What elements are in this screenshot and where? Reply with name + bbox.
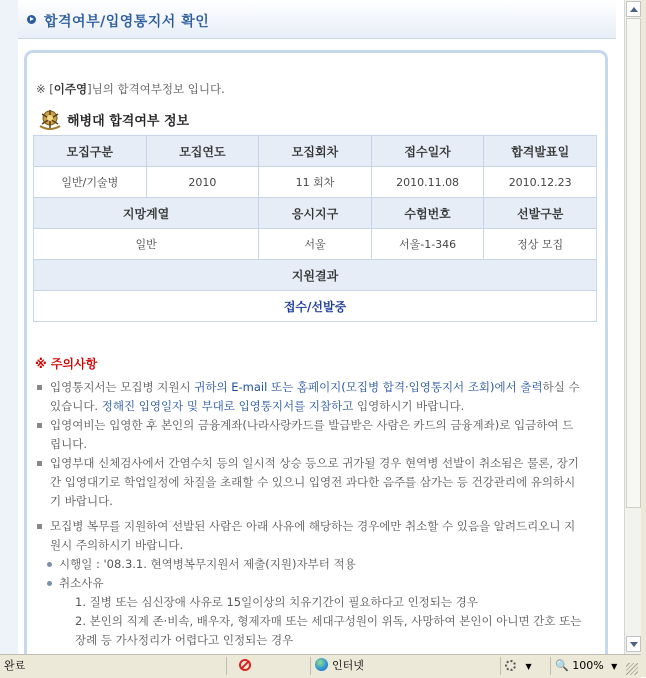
status-bar [0,654,641,678]
table-header-row [34,198,597,229]
marine-emblem-icon [37,106,63,132]
popup-blocked-icon[interactable] [239,659,251,671]
round-bullet-icon [47,562,52,567]
result-panel [24,50,608,654]
header-exam-number: 수험번호 [371,198,484,229]
header-preferred-field: 지망계열 [34,198,259,229]
notice-item: 모집병 복무를 지원하여 선발된 사람은 아래 사유에 해당하는 경우에만 취소할 수 있음을 알려드리오니 지원시 주의하시기 바랍니다. [35,517,583,555]
status-text: 완료 [4,659,26,672]
value-recruit-year: 2010 [146,167,259,198]
square-bullet-icon [37,423,42,428]
round-bullet-icon [47,581,52,586]
resize-grip[interactable] [626,663,638,675]
zoom-control[interactable]: 🔍 100% ▼ [550,657,626,675]
scroll-thumb[interactable] [626,18,641,508]
value-application-result: 접수/선발중 [34,291,597,322]
left-gutter [0,0,18,654]
page-title: 합격여부/입영통지서 확인 [44,14,210,30]
header-recruit-round: 모집회차 [259,136,372,167]
notice-section [35,355,583,650]
scroll-up-button[interactable] [626,1,641,17]
gear-icon [505,660,516,671]
section-title: 해병대 합격여부 정보 [37,105,189,133]
chevron-down-icon: ▼ [611,662,618,671]
header-bullet-icon [27,15,36,24]
square-bullet-icon [37,461,42,466]
scroll-down-button[interactable] [626,636,641,652]
security-zone[interactable]: 인터넷 [310,657,500,675]
arrow-down-icon [630,642,638,647]
info-table-1 [33,135,597,322]
vertical-scrollbar[interactable] [624,0,642,654]
window-edge [641,0,646,677]
header-application-result: 지원결과 [34,260,597,291]
square-bullet-icon [37,385,42,390]
value-selection-type: 정상 모집 [484,229,597,260]
cancel-reason-1: 1. 질병 또는 심신장애 사유로 15일이상의 치유기간이 필요하다고 인정되는 경우 [75,595,478,609]
value-recruit-type: 일반/기술병 [34,167,147,198]
value-announce-date: 2010.12.23 [484,167,597,198]
intro-text: ※ [이주영]님의 합격여부정보 입니다. [36,82,225,96]
header-announce-date: 합격발표일 [484,136,597,167]
header-recruit-type: 모집구분 [34,136,147,167]
protected-mode-cell[interactable] [500,657,550,675]
header-exam-region: 응시지구 [259,198,372,229]
table-row [34,291,597,322]
cancel-reason-2: 2. 본인의 직계 존·비속, 배우자, 형제자매 또는 세대구성원이 위독, 사망하여 본인이 아니면 간호 또는 장례 등 가사정리가 어렵다고 인정되는 경우 [75,614,582,647]
status-blocked-cell [226,657,310,675]
table-header-row [34,260,597,291]
value-recruit-round: 11 회차 [259,167,372,198]
value-preferred-field: 일반 [34,229,259,260]
header-apply-date: 접수일자 [371,136,484,167]
notice-subitem: 취소사유 [35,574,583,593]
notice-subitem: 시행일 : '08.3.1. 현역병복무지원서 제출(지원)자부터 적용 [35,555,583,574]
value-exam-number: 서울-1-346 [371,229,484,260]
applicant-name: 이주영 [53,82,88,96]
internet-zone-icon [315,658,328,671]
header-selection-type: 선발구분 [484,198,597,229]
notice-item: 입영통지서는 모집병 지원시 귀하의 E-mail 또는 홈페이지(모집병 합격·입영통지서 조회)에서 출력하실 수 있습니다. 정해진 입영일자 및 부대로 입영통지서를 지참하고 입영하시기 바랍니다. [35,378,583,416]
value-apply-date: 2010.11.08 [371,167,484,198]
notice-item: 입영부대 신체검사에서 간염수치 등의 일시적 상승 등으로 귀가될 경우 현역병 선발이 취소됨은 물론, 장기간 입영대기로 학업일정에 차질을 초래할 수 있으니 입영전 과다한 음주를 삼가는 등 건강관리에 유의하시기 바랍니다. [35,454,583,511]
page-header [18,0,616,39]
chevron-down-icon: ▼ [525,662,532,671]
notice-item: 입영여비는 입영한 후 본인의 금융계좌(나라사랑카드를 발급받은 사람은 카드의 금융계좌)로 입금하여 드립니다. [35,416,583,454]
zoom-magnifier-icon: 🔍 [555,659,569,672]
table-row [34,229,597,260]
table-row [34,167,597,198]
header-recruit-year: 모집연도 [146,136,259,167]
arrow-up-icon [630,7,638,12]
table-header-row [34,136,597,167]
value-exam-region: 서울 [259,229,372,260]
notice-title: ※ 주의사항 [35,357,98,371]
square-bullet-icon [37,524,42,529]
